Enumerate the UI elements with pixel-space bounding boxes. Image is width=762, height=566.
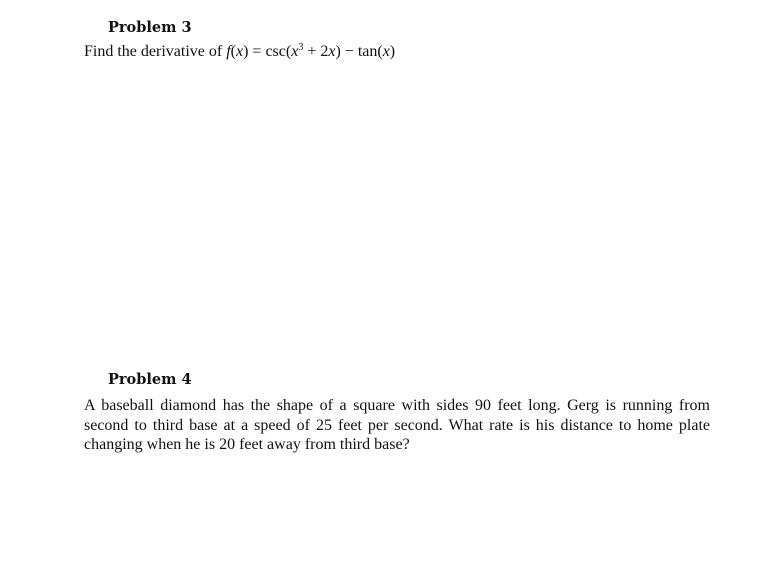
function-name: f [226, 43, 231, 60]
problem-4-heading: Problem 4 [108, 371, 192, 388]
csc-operator: csc [265, 43, 286, 60]
problem-3-statement [84, 42, 395, 62]
problem-3-heading: Problem 3 [108, 19, 192, 36]
exponent: 3 [298, 42, 304, 53]
problem-3-prompt: Find the derivative of [84, 43, 227, 60]
function-expression: $f(x) = \csc(x^3 + 2x) - \tan(x)$ [226, 42, 396, 60]
tan-operator: tan [357, 43, 378, 60]
problem-4-statement: A baseball diamond has the shape of a square with sides 90 feet long. Gerg is running from second to third base at a speed of 25 feet per second. What rate is his distance to home plate changing when he is 20 feet away from third base? [84, 397, 710, 453]
